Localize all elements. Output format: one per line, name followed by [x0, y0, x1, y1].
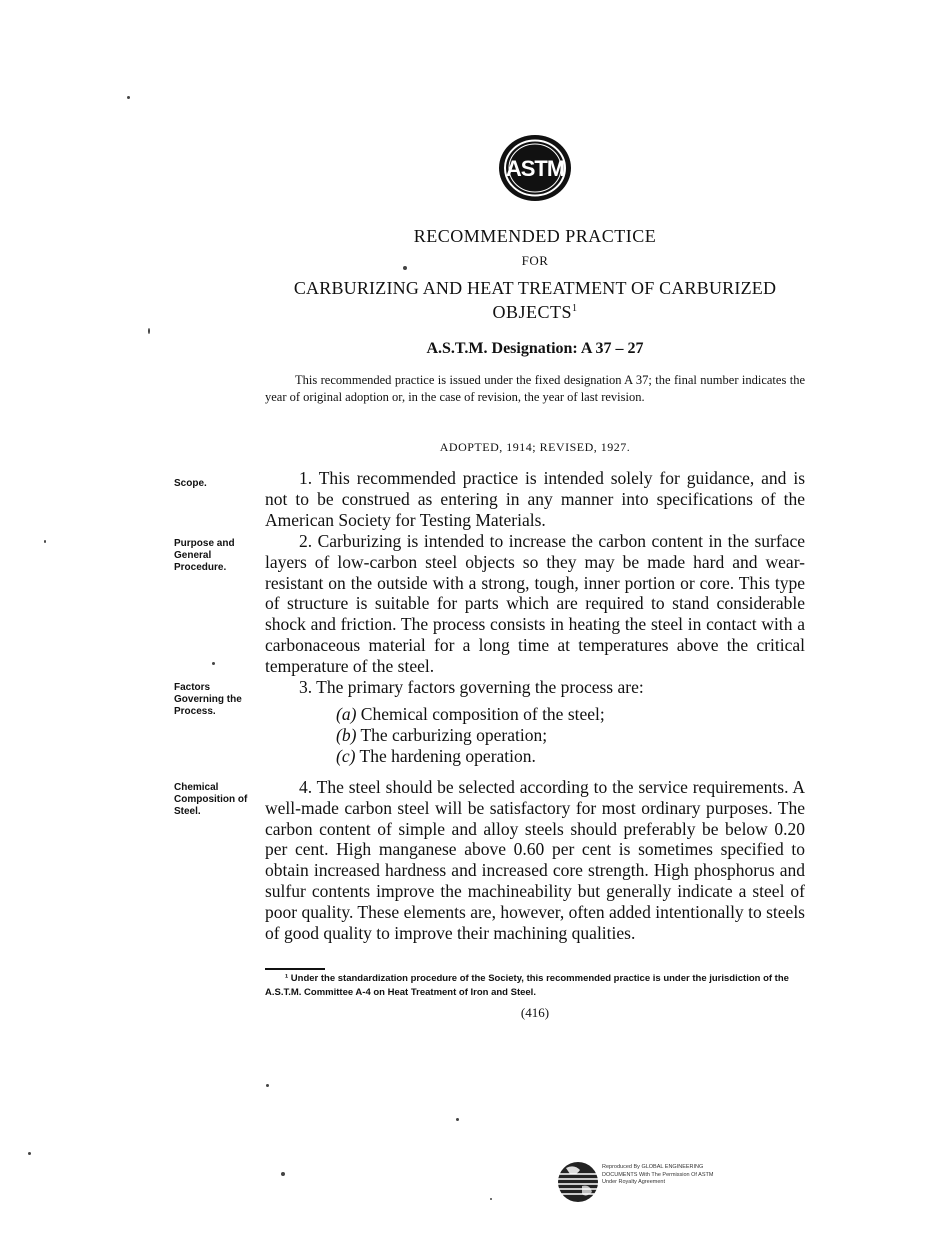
list-item-text: The hardening operation. — [359, 746, 536, 766]
margin-note-purpose: Purpose and General Procedure. — [174, 538, 235, 573]
list-item-label: (b) — [336, 725, 357, 745]
intro-note: This recommended practice is issued under the fixed designation A 37; the final number indicates the year of original adoption or, in the case of revision, the year of last revision. — [265, 373, 805, 404]
footnote-rule — [265, 968, 325, 970]
list-item-text: Chemical composition of the steel; — [360, 704, 605, 724]
margin-note-scope: Scope. — [174, 478, 207, 489]
title-line-1: RECOMMENDED PRACTICE — [413, 226, 657, 246]
stamp-line: DOCUMENTS With The Permission Of ASTM — [602, 1171, 714, 1178]
title-line-4 — [265, 302, 805, 323]
footnote-marker: 1 — [572, 303, 578, 314]
list-item — [336, 725, 806, 746]
adopted-line: ADOPTED, 1914; REVISED, 1927. — [439, 440, 631, 454]
footnote: ¹ Under the standardization procedure of the Society, this recommended practice is under the jurisdiction of the A.S.T.M. Committee A-4 on Heat Treatment of Iron and Steel. — [265, 973, 789, 998]
astm-logo-icon — [497, 134, 573, 202]
margin-note-chemical: Chemical Composition of Steel. — [174, 782, 248, 817]
list-item-label: (c) — [336, 746, 356, 766]
list-item — [336, 704, 806, 725]
stamp-line: Reproduced By GLOBAL ENGINEERING — [602, 1164, 704, 1170]
reproduction-stamp — [602, 1164, 762, 1187]
list-item — [336, 746, 806, 767]
page-number: (416) — [520, 1005, 550, 1020]
paragraph-4: 4. The steel should be selected according to the service requirements. A well-made carbon steel will be satisfactory for most ordinary purposes. The carbon content of simple and alloy steels should preferably be below 0.20 per cent. High manganese above 0.60 per cent is sometimes specified to obtain increased hardness and increased core strength. High phosphorus and sulfur contents improve the machineability but generally indicate a steel of poor quality. These elements are, however, often added intentionally to steels of good quality to improve their machining qualities. — [265, 777, 805, 943]
scan-speck — [212, 662, 215, 665]
list-item-label: (a) — [336, 704, 357, 724]
title-line-2: FOR — [521, 253, 549, 268]
globe-icon — [556, 1160, 600, 1204]
title-objects: OBJECTS — [492, 302, 573, 322]
paragraph-3: 3. The primary factors governing the process are: — [299, 677, 644, 697]
paragraph-1: 1. This recommended practice is intended solely for guidance, and is not to be construed as entering in any manner into specifications of the American Society for Testing Materials. — [265, 468, 805, 530]
logo-text: ASTM — [505, 156, 565, 181]
list-item-text: The carburizing operation; — [360, 725, 548, 745]
scan-speck — [28, 1152, 31, 1155]
designation: A.S.T.M. Designation: A 37 – 27 — [426, 340, 644, 357]
margin-note-factors: Factors Governing the Process. — [174, 682, 242, 717]
scan-speck — [403, 266, 407, 270]
scan-speck — [281, 1172, 285, 1176]
scan-speck — [148, 328, 150, 334]
scan-speck — [127, 96, 130, 99]
scan-speck — [456, 1118, 459, 1121]
title-line-3: CARBURIZING AND HEAT TREATMENT OF CARBURIZED — [293, 278, 777, 298]
scan-speck — [490, 1198, 492, 1200]
scan-speck — [44, 540, 46, 543]
paragraph-2: 2. Carburizing is intended to increase the carbon content in the surface layers of low-carbon steel objects so they may be made hard and wear-resistant on the outside with a strong, tough, inner portion or core. This type of structure is suitable for parts which are required to stand considerable shock and friction. The process consists in heating the steel in contact with a carbonaceous material for a long time at temperatures above the critical temperature of the steel. — [265, 531, 805, 676]
scan-speck — [266, 1084, 269, 1087]
stamp-line: Under Royalty Agreement — [602, 1179, 665, 1185]
